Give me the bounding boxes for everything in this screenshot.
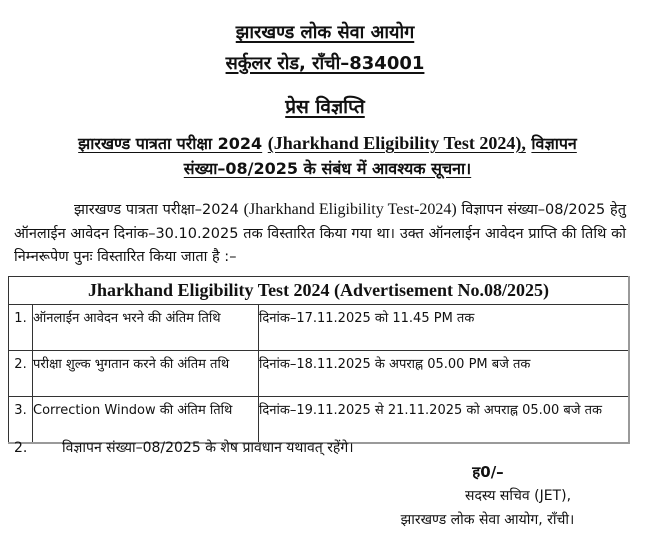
signatory-office: झारखण्ड लोक सेवा आयोग, राँची। [400, 512, 575, 528]
table-row [9, 351, 630, 397]
organization-name-text: झारखण्ड लोक सेवा आयोग [235, 22, 415, 43]
organization-address-text: सर्कुलर रोड, राँची–834001 [225, 53, 425, 74]
table-row [9, 305, 630, 351]
row-value: दिनांक–17.11.2025 को 11.45 PM तक [259, 305, 630, 351]
note-item [14, 438, 354, 457]
note-number: 2. [14, 440, 28, 456]
table-title: Jharkhand Eligibility Test 2024 (Advertisement No.08/2025) [9, 277, 630, 305]
row-label: Correction Window की अंतिम तिथि [33, 397, 259, 444]
organization-name [0, 20, 650, 44]
subject-hindi-prefix: झारखण्ड पात्रता परीक्षा 2024 [78, 134, 263, 153]
row-label: परीक्षा शुल्क भुगतान करने की अंतिम तथि [33, 351, 259, 397]
signatory-designation: सदस्य सचिव (JET), [464, 488, 572, 504]
row-serial: 3. [9, 397, 33, 444]
row-value: दिनांक–18.11.2025 के अपराह्न 05.00 PM बजे तक [259, 351, 630, 397]
subject-hindi-suffix: विज्ञापन [531, 134, 577, 153]
document-type-text: प्रेस विज्ञप्ति [285, 96, 365, 118]
row-serial: 1. [9, 305, 33, 351]
subject-line-2: संख्या–08/2025 के संबंध में आवश्यक सूचना। [183, 159, 472, 178]
organization-address [0, 51, 650, 75]
body-paragraph [14, 198, 626, 270]
body-part-1: झारखण्ड पात्रता परीक्षा–2024 [74, 202, 239, 218]
row-serial: 2. [9, 351, 33, 397]
subject-english-title: (Jharkhand Eligibility Test 2024), [267, 133, 526, 153]
signature-mark: ह0/– [472, 463, 504, 481]
subject-heading [40, 131, 615, 181]
table-header-row [9, 277, 630, 305]
row-label: ऑनलाईन आवेदन भरने की अंतिम तिथि [33, 305, 259, 351]
schedule-table [8, 276, 630, 444]
body-english-title: (Jharkhand Eligibility Test-2024) [243, 201, 457, 218]
row-value: दिनांक–19.11.2025 से 21.11.2025 को अपराह्न 05.00 बजे तक [259, 397, 630, 444]
body-part-3: विज्ञापन संख्या–08/2025 हेतु ऑनलाईन आवेदन दिनांक–30.10.2025 तक विस्तारित किया गया था। उक्त ऑनलाईन आवेदन प्राप्ति की तिथि को निम्नरूपेण पुनः विस्तारित किया जाता है :– [14, 202, 626, 265]
note-text: विज्ञापन संख्या–08/2025 के शेष प्रावधान यथावत् रहेंगे। [62, 440, 354, 456]
table-row [9, 397, 630, 444]
document-type-title [0, 93, 650, 119]
